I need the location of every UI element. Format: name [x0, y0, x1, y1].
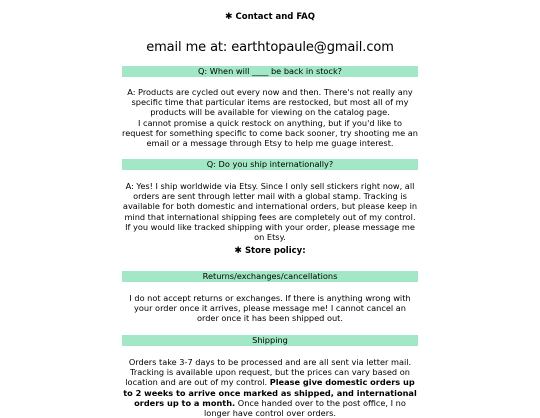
policy-shipping-text-start: Orders take 3-7 days to be processed and are all sent via letter mail. Tracking is available upon request, but the prices can vary based on location and are out of my control. [125, 357, 412, 388]
policy-shipping-text-end: Once handed over to the post office, I no longer have control over orders. [204, 397, 406, 418]
star-bullet-icon: ✱ [234, 246, 242, 256]
faq-answer-shipping: A: Yes! I ship worldwide via Etsy. Since I only sell stickers right now, all orders are sent through letter mail with a global stamp. Tracking is available for both domestic and international orders, but please keep in mind that international shipping fees are completely out of my control. If you would like tracked shipping with your order, please message me on Etsy. [122, 181, 418, 243]
contact-heading [0, 12, 540, 22]
policy-text-returns: I do not accept returns or exchanges. If there is anything wrong with your order once it arrives, please message me! I cannot cancel an order once it has been shipped out. [129, 293, 411, 324]
policy-text-shipping [122, 357, 418, 418]
star-bullet-icon: ✱ [224, 12, 233, 22]
contact-heading-text: Contact and FAQ [235, 12, 315, 22]
faq-question-stock: Q: When will ____ be back in stock? [122, 66, 418, 77]
email-line: email me at: earthtopaule@gmail.com [146, 40, 394, 55]
store-policy-heading [0, 246, 540, 256]
policy-shipping-bold-text: Please give domestic orders up to 2 weeks to arrive once marked as shipped, and international orders up to a month. [123, 377, 417, 408]
policy-title-returns: Returns/exchanges/cancellations [122, 271, 418, 282]
store-policy-heading-text: Store policy: [244, 246, 306, 256]
faq-answer-stock: A: Products are cycled out every now and then. There's not really any specific time that particular items are restocked, but most all of my products will be available for viewing on the catalog page. I cannot promise a quick restock on anything, but if you'd like to request for something specific to come back sooner, try shooting me an email or a message through Etsy to help me guage interest. [122, 87, 418, 149]
faq-question-shipping: Q: Do you ship internationally? [122, 159, 418, 170]
policy-title-shipping: Shipping [122, 335, 418, 346]
